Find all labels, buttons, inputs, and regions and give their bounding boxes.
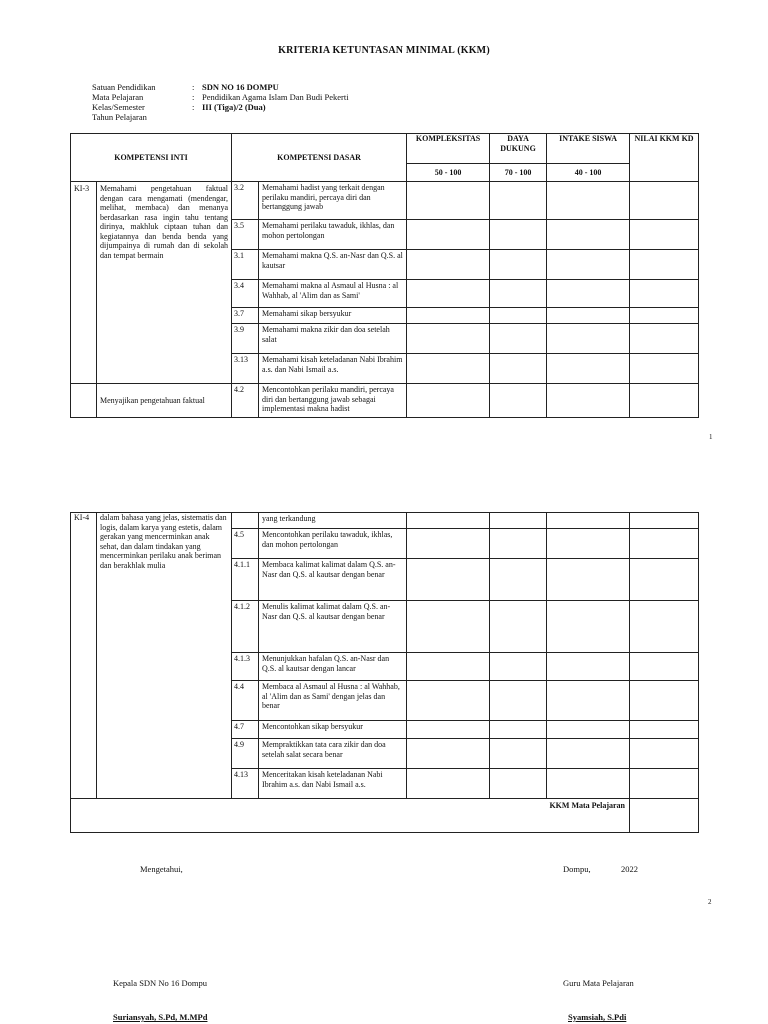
kd-number: 4.13 bbox=[232, 769, 259, 799]
range-intake-siswa: 40 - 100 bbox=[547, 164, 630, 182]
intake-cell bbox=[547, 513, 630, 529]
kd-number: 4.7 bbox=[232, 721, 259, 739]
daya-dukung-cell bbox=[490, 308, 547, 324]
nilai-cell bbox=[630, 354, 699, 384]
kkm-mata-pelajaran-value bbox=[630, 799, 699, 833]
kompleksitas-cell bbox=[407, 250, 490, 280]
kd-number: 4.5 bbox=[232, 529, 259, 559]
intake-cell bbox=[547, 384, 630, 418]
page-number: 1 bbox=[709, 433, 713, 441]
daya-dukung-cell bbox=[490, 354, 547, 384]
kd-text: Menceritakan kisah keteladanan Nabi Ibrahim a.s. dan Nabi Ismail a.s. bbox=[259, 769, 407, 799]
kd-number: 4.4 bbox=[232, 681, 259, 721]
kd-number: 4.1.3 bbox=[232, 653, 259, 681]
kompleksitas-cell bbox=[407, 739, 490, 769]
daya-dukung-cell bbox=[490, 653, 547, 681]
info-separator: : bbox=[192, 82, 195, 92]
info-value: SDN NO 16 DOMPU bbox=[202, 82, 279, 92]
intake-cell bbox=[547, 559, 630, 601]
daya-dukung-cell bbox=[490, 601, 547, 653]
daya-dukung-cell bbox=[490, 513, 547, 529]
kd-number: 3.7 bbox=[232, 308, 259, 324]
kd-text: Menunjukkan hafalan Q.S. an-Nasr dan Q.S. al kautsar dengan lancar bbox=[259, 653, 407, 681]
info-label: Mata Pelajaran bbox=[92, 92, 144, 102]
kd-text: Membaca al Asmaul al Husna : al Wahhab, al 'Alim dan as Sami' dengan jelas dan benar bbox=[259, 681, 407, 721]
intake-cell bbox=[547, 721, 630, 739]
intake-cell bbox=[547, 308, 630, 324]
teacher-title: Guru Mata Pelajaran bbox=[563, 978, 634, 988]
ki-description: dalam bahasa yang jelas, sistematis dan logis, dalam karya yang estetis, dalam gerakan yang mencerminkan anak sehat, dan dalam tindakan yang mencerminkan perilaku anak beriman dan berakhlak mulia bbox=[97, 513, 232, 799]
kd-text: Mencontohkan perilaku tawaduk, ikhlas, dan mohon pertolongan bbox=[259, 529, 407, 559]
info-label: Kelas/Semester bbox=[92, 102, 145, 112]
kd-number: 4.9 bbox=[232, 739, 259, 769]
kd-text: Mempraktikkan tata cara zikir dan doa setelah salat secara benar bbox=[259, 739, 407, 769]
header-intake-siswa: INTAKE SISWA bbox=[547, 134, 630, 164]
header-kompetensi-dasar: KOMPETENSI DASAR bbox=[232, 134, 407, 182]
daya-dukung-cell bbox=[490, 721, 547, 739]
kd-number: 3.13 bbox=[232, 354, 259, 384]
nilai-cell bbox=[630, 769, 699, 799]
nilai-cell bbox=[630, 280, 699, 308]
info-label: Satuan Pendidikan bbox=[92, 82, 156, 92]
nilai-cell bbox=[630, 653, 699, 681]
info-value: III (Tiga)/2 (Dua) bbox=[202, 102, 266, 112]
daya-dukung-cell bbox=[490, 739, 547, 769]
mengetahui-label: Mengetahui, bbox=[140, 864, 183, 874]
range-daya-dukung: 70 - 100 bbox=[490, 164, 547, 182]
header-kompleksitas: KOMPLEKSITAS bbox=[407, 134, 490, 164]
ki-code bbox=[71, 384, 97, 418]
info-separator: : bbox=[192, 102, 195, 112]
kompleksitas-cell bbox=[407, 513, 490, 529]
intake-cell bbox=[547, 529, 630, 559]
kompleksitas-cell bbox=[407, 601, 490, 653]
kompleksitas-cell bbox=[407, 280, 490, 308]
nilai-cell bbox=[630, 739, 699, 769]
intake-cell bbox=[547, 681, 630, 721]
ki-description: Memahami pengetahuan faktual dengan cara mengamati (mendengar, melihat, membaca) dan menanya berdasarkan rasa ingin tahu tentang dirinya, makhluk ciptaan tuhan dan kegiatannya dan benda benda yang dijumpainya di rumah dan di sekolah dan tempat bermain bbox=[97, 182, 232, 384]
kompleksitas-cell bbox=[407, 324, 490, 354]
kompleksitas-cell bbox=[407, 308, 490, 324]
kd-text: Menulis kalimat kalimat dalam Q.S. an-Nasr dan Q.S. al kautsar dengan benar bbox=[259, 601, 407, 653]
nilai-cell bbox=[630, 513, 699, 529]
page-number: 2 bbox=[708, 898, 712, 906]
kd-number: 4.2 bbox=[232, 384, 259, 418]
daya-dukung-cell bbox=[490, 384, 547, 418]
daya-dukung-cell bbox=[490, 529, 547, 559]
intake-cell bbox=[547, 653, 630, 681]
intake-cell bbox=[547, 250, 630, 280]
kompleksitas-cell bbox=[407, 529, 490, 559]
header-kompetensi-inti: KOMPETENSI INTI bbox=[71, 134, 232, 182]
nilai-cell bbox=[630, 324, 699, 354]
info-separator: : bbox=[192, 92, 195, 102]
info-row bbox=[92, 103, 266, 112]
kd-number: 3.5 bbox=[232, 220, 259, 250]
info-row bbox=[92, 83, 279, 92]
kompleksitas-cell bbox=[407, 220, 490, 250]
kompleksitas-cell bbox=[407, 559, 490, 601]
intake-cell bbox=[547, 601, 630, 653]
daya-dukung-cell bbox=[490, 182, 547, 220]
kompleksitas-cell bbox=[407, 384, 490, 418]
header-daya-dukung: DAYA DUKUNG bbox=[490, 134, 547, 164]
kompleksitas-cell bbox=[407, 681, 490, 721]
kd-text: Memahami makna Q.S. an-Nasr dan Q.S. al kautsar bbox=[259, 250, 407, 280]
kompleksitas-cell bbox=[407, 721, 490, 739]
daya-dukung-cell bbox=[490, 280, 547, 308]
intake-cell bbox=[547, 354, 630, 384]
intake-cell bbox=[547, 769, 630, 799]
info-row bbox=[92, 93, 349, 102]
kd-text: Mencontohkan sikap bersyukur bbox=[259, 721, 407, 739]
daya-dukung-cell bbox=[490, 769, 547, 799]
daya-dukung-cell bbox=[490, 220, 547, 250]
intake-cell bbox=[547, 739, 630, 769]
kompleksitas-cell bbox=[407, 182, 490, 220]
kd-number: 3.4 bbox=[232, 280, 259, 308]
kompleksitas-cell bbox=[407, 769, 490, 799]
ki-description: Menyajikan pengetahuan faktual bbox=[97, 384, 232, 418]
kd-text: Memahami perilaku tawaduk, ikhlas, dan mohon pertolongan bbox=[259, 220, 407, 250]
daya-dukung-cell bbox=[490, 559, 547, 601]
range-kompleksitas: 50 - 100 bbox=[407, 164, 490, 182]
intake-cell bbox=[547, 220, 630, 250]
daya-dukung-cell bbox=[490, 324, 547, 354]
principal-title: Kepala SDN No 16 Dompu bbox=[113, 978, 207, 988]
kd-number: 4.1.2 bbox=[232, 601, 259, 653]
kd-number: 4.1.1 bbox=[232, 559, 259, 601]
kd-number: 3.9 bbox=[232, 324, 259, 354]
nilai-cell bbox=[630, 721, 699, 739]
kkm-table-page1 bbox=[70, 133, 699, 418]
kd-number bbox=[232, 513, 259, 529]
daya-dukung-cell bbox=[490, 250, 547, 280]
document-title: KRITERIA KETUNTASAN MINIMAL (KKM) bbox=[278, 45, 490, 56]
kd-text: Mencontohkan perilaku mandiri, percaya diri dan bertanggung jawab sebagai implementasi makna hadist bbox=[259, 384, 407, 418]
info-label: Tahun Pelajaran bbox=[92, 112, 147, 122]
kd-text: Memahami makna zikir dan doa setelah salat bbox=[259, 324, 407, 354]
kkm-table-page2 bbox=[70, 512, 699, 833]
intake-cell bbox=[547, 182, 630, 220]
nilai-cell bbox=[630, 529, 699, 559]
kd-text: yang terkandung bbox=[259, 513, 407, 529]
kd-number: 3.1 bbox=[232, 250, 259, 280]
kkm-mata-pelajaran-label: KKM Mata Pelajaran bbox=[71, 799, 630, 833]
ki-code: KI-4 bbox=[71, 513, 97, 799]
nilai-cell bbox=[630, 601, 699, 653]
kd-text: Memahami kisah keteladanan Nabi Ibrahim a.s. dan Nabi Ismail a.s. bbox=[259, 354, 407, 384]
kd-text: Memahami sikap bersyukur bbox=[259, 308, 407, 324]
nilai-cell bbox=[630, 250, 699, 280]
nilai-cell bbox=[630, 384, 699, 418]
kd-text: Memahami hadist yang terkait dengan perilaku mandiri, percaya diri dan bertanggung jawab bbox=[259, 182, 407, 220]
info-value: Pendidikan Agama Islam Dan Budi Pekerti bbox=[202, 92, 349, 102]
nilai-cell bbox=[630, 308, 699, 324]
kompleksitas-cell bbox=[407, 354, 490, 384]
daya-dukung-cell bbox=[490, 681, 547, 721]
kd-text: Memahami makna al Asmaul al Husna : al Wahhab, al 'Alim dan as Sami' bbox=[259, 280, 407, 308]
nilai-cell bbox=[630, 220, 699, 250]
kd-text: Membaca kalimat kalimat dalam Q.S. an-Nasr dan Q.S. al kautsar dengan benar bbox=[259, 559, 407, 601]
ki-code: KI-3 bbox=[71, 182, 97, 384]
signing-place: Dompu, bbox=[563, 864, 591, 874]
principal-name: Suriansyah, S.Pd, M.MPd bbox=[113, 1012, 208, 1022]
kd-number: 3.2 bbox=[232, 182, 259, 220]
intake-cell bbox=[547, 280, 630, 308]
nilai-cell bbox=[630, 559, 699, 601]
signing-year: 2022 bbox=[621, 864, 638, 874]
kompleksitas-cell bbox=[407, 653, 490, 681]
info-row bbox=[92, 113, 192, 122]
nilai-cell bbox=[630, 182, 699, 220]
nilai-cell bbox=[630, 681, 699, 721]
intake-cell bbox=[547, 324, 630, 354]
header-nilai-kkm-kd: NILAI KKM KD bbox=[630, 134, 699, 182]
teacher-name: Syamsiah, S.Pdi bbox=[568, 1012, 627, 1022]
